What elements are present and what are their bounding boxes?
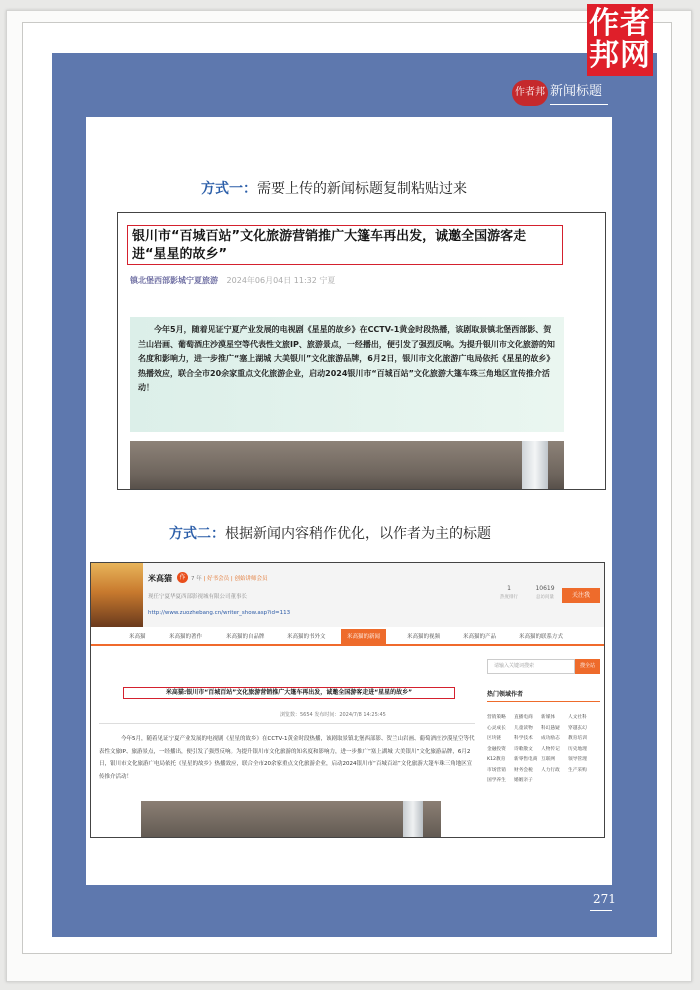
- method-two-text: 根据新闻内容稍作优化，以作者为主的标题: [225, 526, 491, 542]
- follow-button[interactable]: 关注我: [562, 588, 600, 603]
- screenshot-one: [117, 212, 606, 490]
- nav-item-home[interactable]: 米高猫: [129, 634, 146, 640]
- search-input[interactable]: 请输入关键词搜索: [487, 659, 575, 674]
- tag-link[interactable]: 教育培训: [568, 736, 587, 741]
- hot-authors-title: 热门领域作者: [487, 689, 600, 702]
- author-url[interactable]: http://www.zuozhebang.cn/writer_show.asp?id=113: [148, 610, 291, 616]
- brand-logo: 作者 邦网: [587, 4, 653, 76]
- tag-link[interactable]: 人物传记: [541, 746, 560, 752]
- tag-link[interactable]: 生产采购: [568, 767, 587, 773]
- tag-link[interactable]: 国学养生: [487, 778, 506, 783]
- article-body: 今年5月，随着见证宁夏产业发展的电视剧《星星的故乡》在CCTV-1黄金时段热播，该剧取景镇北堡西部影、贺兰山岩画、葡萄酒庄沙漠星空等代表性文旅IP、旅游景点，一经播出，便引发了强烈反响。为提升银川市文化旅游的知名度和影响力，进一步推广“塞上湖城 大美银川”文化旅游品牌，6月2日，银川市文化旅游广电局依托《星星的故乡》热播效应，联合全市20余家重点文化旅游企业，启动2024银川市“百城百站”文化旅游大篷车珠三角地区宣传推介活动！: [99, 736, 475, 780]
- news-meta: [130, 275, 335, 286]
- method-one-caption: [201, 178, 467, 198]
- header-title: 新闻标题: [550, 84, 603, 99]
- tag-link[interactable]: 互联网: [541, 757, 556, 762]
- news-date: 2024年06月04日 11:32: [226, 276, 317, 285]
- vip-badge: 作: [177, 572, 188, 583]
- nav-item-brand[interactable]: 米高猫的自品牌: [226, 634, 265, 640]
- news-photo: [130, 441, 564, 490]
- author-header: [91, 563, 605, 627]
- nav-item-contact[interactable]: 米高猫的联系方式: [519, 634, 564, 640]
- tag-link[interactable]: 财务会税: [514, 767, 533, 773]
- news-body: 今年5月，随着见证宁夏产业发展的电视剧《星星的故乡》在CCTV-1黄金时段热播，该剧取景镇北堡西部影、贺兰山岩画、葡萄酒庄沙漠星空等代表性文旅IP、旅游景点，一经播出，便引发了强烈反响。为提升银川市文化旅游的知名度和影响力，进一步推广“塞上湖城 大美银川”文化旅游品牌，6月2日，银川市文化旅游广电局依托《星星的故乡》热播效应，联合全市20余家重点文化旅游企业，启动2024银川市“百城百站”文化旅游大篷车珠三角地区宣传推介活动！: [130, 317, 564, 432]
- article-main: [95, 653, 481, 838]
- method-one-key: 方式一：: [201, 181, 257, 197]
- tag-link[interactable]: K12教育: [487, 757, 506, 762]
- news-title-highlighted: 银川市“百城百站”文化旅游营销推广大篷车再出发，诚邀全国游客走进“星星的故乡”: [127, 225, 563, 265]
- method-two-key: 方式二：: [169, 526, 225, 542]
- stat-rank: 1 热度排行: [500, 585, 518, 600]
- tag-link[interactable]: 直播电商: [514, 715, 533, 720]
- tag-link[interactable]: 金融投资: [487, 746, 506, 752]
- tag-link[interactable]: 诗歌散文: [514, 746, 533, 752]
- author-company: 现任宁夏华夏西部影视城有限公司董事长: [148, 594, 248, 600]
- news-region: 宁夏: [319, 276, 336, 285]
- nav-item-articles[interactable]: 米高猫的书外文: [287, 634, 326, 640]
- tag-link[interactable]: 婚姻亲子: [514, 778, 533, 783]
- tag-link[interactable]: 新零售电商: [514, 757, 538, 762]
- tag-link[interactable]: 心灵成长: [487, 725, 506, 731]
- stat-visits: 10619 总访问量: [535, 585, 555, 600]
- nav-item-news[interactable]: 米高猫的新闻: [341, 629, 386, 646]
- author-tags: 7 年 | 好书会员 | 创始讲师会员: [191, 576, 268, 582]
- page-number-underline: [590, 910, 612, 911]
- search-button[interactable]: 搜全站: [575, 659, 600, 674]
- tag-link[interactable]: 历史地理: [568, 746, 587, 752]
- tag-link[interactable]: 儿童读物: [514, 725, 533, 731]
- method-one-text: 需要上传的新闻标题复制粘贴过来: [257, 181, 467, 197]
- header-underline: [550, 104, 608, 105]
- screenshot-two: [90, 562, 605, 838]
- author-nav: [91, 629, 605, 646]
- method-two-caption: [169, 523, 491, 543]
- tag-link[interactable]: 市场营销: [487, 767, 506, 773]
- nav-item-products[interactable]: 米高猫的产品: [463, 634, 497, 640]
- tag-link[interactable]: 人文社科: [568, 715, 587, 720]
- tag-link[interactable]: 成功励志: [541, 736, 560, 741]
- page-number: 271: [593, 892, 616, 906]
- tag-link[interactable]: 新媒体: [541, 715, 556, 720]
- tag-link[interactable]: 领导管理: [568, 757, 587, 762]
- tag-link[interactable]: 科幻悬疑: [541, 725, 560, 731]
- tag-link[interactable]: 科学技术: [514, 736, 533, 741]
- tag-link[interactable]: 人力行政: [541, 767, 560, 773]
- tag-link[interactable]: 营销策略: [487, 715, 506, 720]
- divider: [99, 723, 475, 724]
- article-photo: [141, 801, 441, 838]
- author-name: 米高猫: [148, 574, 172, 583]
- article-meta: 浏览数：5654 发布时间：2024/7/8 14:25:45: [280, 712, 386, 718]
- tag-link[interactable]: 区块链: [487, 736, 502, 741]
- tag-link[interactable]: 穿越玄幻: [568, 725, 587, 731]
- header-badge: 作者邦: [512, 80, 548, 106]
- nav-item-videos[interactable]: 米高猫的视频: [407, 634, 441, 640]
- tag-cloud: [487, 713, 602, 787]
- sidebar: [485, 653, 603, 837]
- nav-item-books[interactable]: 米高猫的著作: [169, 634, 203, 640]
- author-avatar: [91, 563, 143, 627]
- author-stats: [492, 585, 562, 607]
- optimized-title-highlighted: 米高猫:银川市“百城百站”文化旅游营销推广大篷车再出发，诚邀全国游客走进“星星的故乡”: [123, 687, 455, 699]
- news-source: 镇北堡西部影城宁夏旅游: [130, 276, 218, 285]
